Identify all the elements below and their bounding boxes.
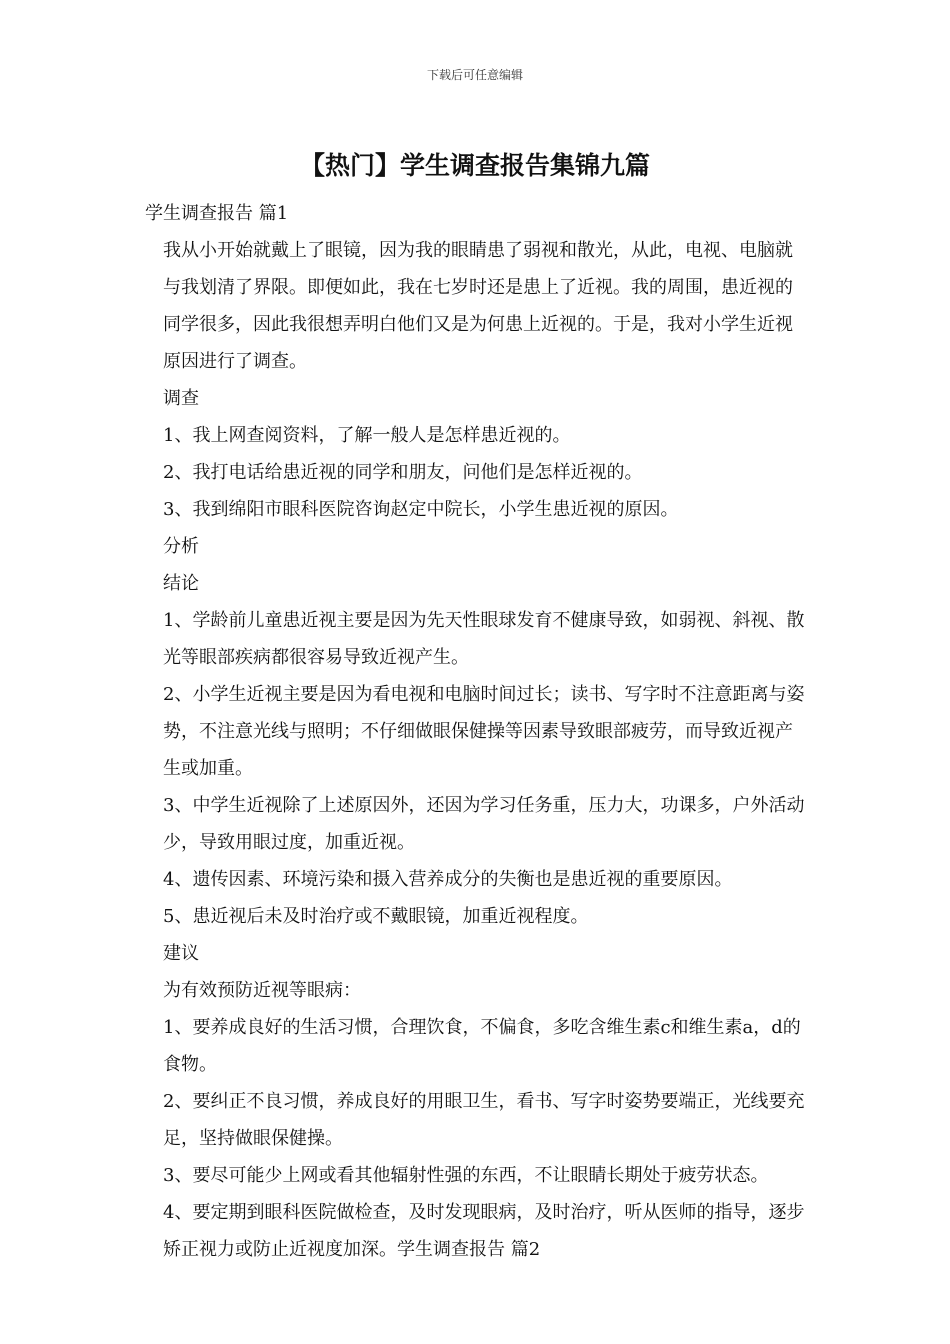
- survey-item: 3、我到绵阳市眼科医院咨询赵定中院长，小学生患近视的原因。: [163, 499, 679, 520]
- analysis-heading: 分析: [163, 536, 199, 557]
- document-title: 【热门】学生调查报告集锦九篇: [299, 151, 650, 180]
- header-note: 下载后可任意编辑: [426, 68, 523, 82]
- suggestion-item: [145, 1194, 810, 1268]
- survey-heading: 调查: [163, 388, 199, 409]
- document-body: [145, 195, 810, 1268]
- conclusion-item: 2、小学生近视主要是因为看电视和电脑时间过长；读书、写字时不注意距离与姿势，不注意光线与照明；不仔细做眼保健操等因素导致眼部疲劳，而导致近视产生或加重。: [163, 684, 805, 779]
- suggestion-item: 2、要纠正不良习惯，养成良好的用眼卫生，看书、写字时姿势要端正，光线要充足，坚持做眼保健操。: [163, 1091, 805, 1149]
- section-heading: 学生调查报告 篇1: [145, 203, 289, 224]
- conclusion-heading: 结论: [163, 573, 199, 594]
- conclusion-item: 1、学龄前儿童患近视主要是因为先天性眼球发育不健康导致，如弱视、斜视、散光等眼部疾病都很容易导致近视产生。: [163, 610, 805, 668]
- suggestion-heading: 建议: [163, 943, 199, 964]
- survey-item: 2、我打电话给患近视的同学和朋友，问他们是怎样近视的。: [163, 462, 643, 483]
- suggestion-item: 3、要尽可能少上网或看其他辐射性强的东西，不让眼睛长期处于疲劳状态。: [163, 1165, 769, 1186]
- intro-paragraph: 我从小开始就戴上了眼镜，因为我的眼睛患了弱视和散光，从此，电视、电脑就与我划清了界限。即便如此，我在七岁时还是患上了近视。我的周围，患近视的同学很多，因此我很想弄明白他们又是为何患上近视的。于是，我对小学生近视原因进行了调查。: [163, 240, 793, 372]
- suggestion-lead: 为有效预防近视等眼病：: [163, 980, 361, 1001]
- suggestion-item: 1、要养成良好的生活习惯，合理饮食，不偏食，多吃含维生素c和维生素a，d的食物。: [163, 1017, 801, 1075]
- suggestion-item-text: 4、要定期到眼科医院做检查，及时发现眼病，及时治疗，听从医师的指导，逐步矫正视力或防止近视度加深。: [163, 1202, 805, 1260]
- section-heading: 学生调查报告 篇2: [397, 1239, 541, 1260]
- conclusion-item: 5、患近视后未及时治疗或不戴眼镜，加重近视程度。: [163, 906, 589, 927]
- survey-item: 1、我上网查阅资料，了解一般人是怎样患近视的。: [163, 425, 571, 446]
- conclusion-item: 4、遗传因素、环境污染和摄入营养成分的失衡也是患近视的重要原因。: [163, 869, 733, 890]
- conclusion-item: 3、中学生近视除了上述原因外，还因为学习任务重，压力大，功课多，户外活动少，导致用眼过度，加重近视。: [163, 795, 805, 853]
